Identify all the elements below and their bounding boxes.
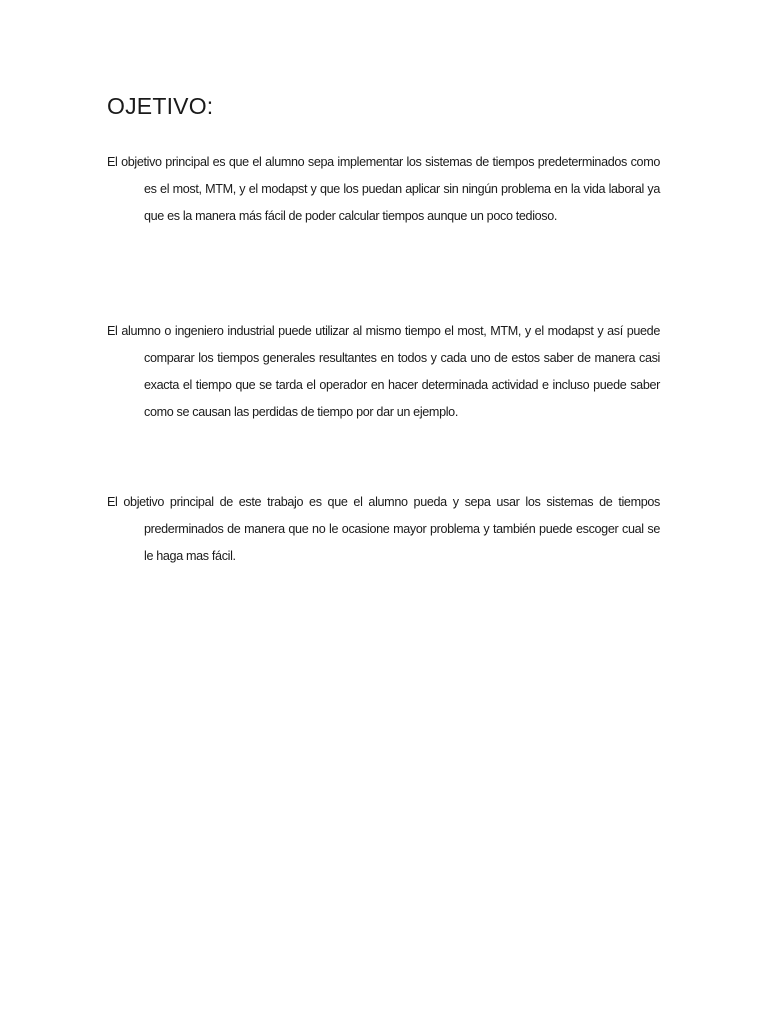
paragraph-3: El objetivo principal de este trabajo es que el alumno pueda y sepa usar los sistemas de tiempos prederminados de manera que no le ocasione mayor problema y también puede escoger cual se le haga mas fácil. <box>107 495 660 563</box>
paragraph-2: El alumno o ingeniero industrial puede utilizar al mismo tiempo el most, MTM, y el modapst y así puede comparar los tiempos generales resultantes en todos y cada uno de estos saber de manera casi exacta el tiempo que se tarda el operador en hacer determinada actividad e incluso puede saber como se causan las perdidas de tiempo por dar un ejemplo. <box>107 324 660 419</box>
page-title: OJETIVO: <box>107 93 214 119</box>
paragraph-1: El objetivo principal es que el alumno sepa implementar los sistemas de tiempos predeterminados como es el most, MTM, y el modapst y que los puedan aplicar sin ningún problema en la vida laboral ya que es la manera más fácil de poder calcular tiempos aunque un poco tedioso. <box>107 155 660 223</box>
